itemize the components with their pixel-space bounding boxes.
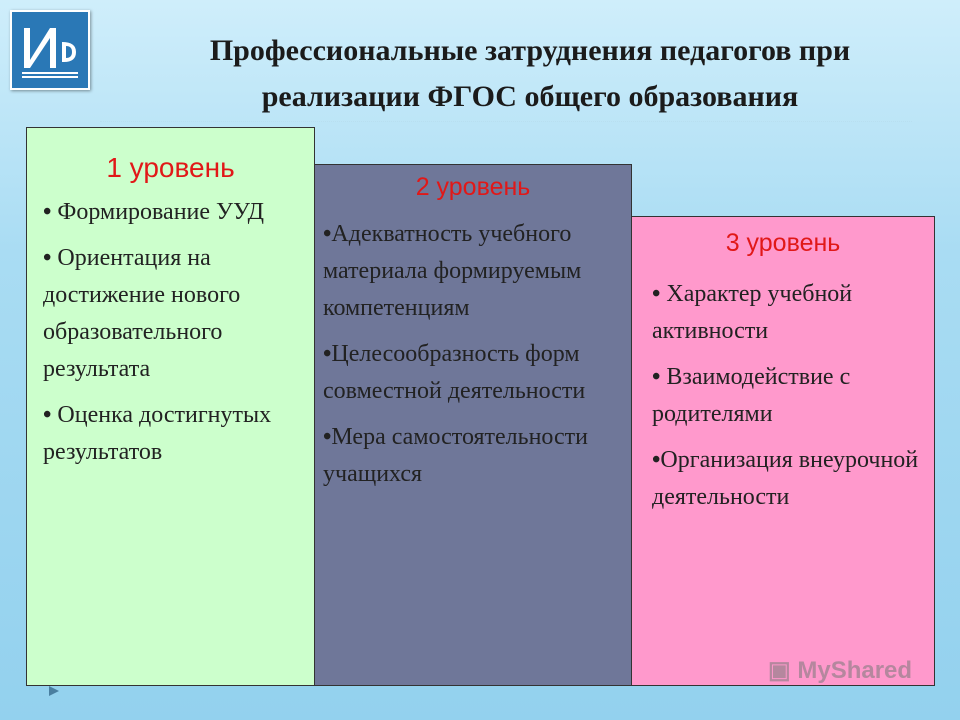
list-item: • Формирование УУД	[43, 199, 264, 225]
level-1-box	[26, 127, 315, 686]
level-1-list	[43, 194, 306, 471]
page-title	[110, 28, 950, 120]
list-item: • Оценка достигнутых результатов	[43, 402, 272, 465]
list-item: •Адекватность учебного материала формируемым компетенциям	[323, 221, 582, 321]
idv-logo-icon	[12, 12, 88, 88]
level-3-list	[652, 276, 924, 516]
watermark-text: MyShared	[797, 657, 913, 684]
title-line-2: реализации ФГОС общего образования	[261, 80, 799, 113]
watermark	[768, 656, 912, 685]
list-item: •Организация внеурочной деятельности	[652, 447, 919, 510]
logo	[10, 10, 90, 90]
list-item: • Характер учебной активности	[652, 281, 853, 344]
list-item: •Мера самостоятельности учащихся	[323, 424, 589, 487]
myshared-logo-icon: ▣	[768, 657, 791, 684]
title-line-1: Профессиональные затруднения педагогов при	[209, 34, 851, 67]
level-2-heading: 2 уровень	[415, 173, 531, 201]
level-2-list	[323, 216, 621, 493]
level-3-heading: 3 уровень	[725, 229, 841, 257]
list-item: • Взаимодействие с родителями	[652, 364, 851, 427]
play-arrow-icon	[49, 686, 59, 696]
level-1-heading: 1 уровень	[106, 152, 235, 183]
list-item: •Целесообразность форм совместной деятельности	[323, 341, 586, 404]
level-3-box	[631, 216, 935, 686]
list-item: • Ориентация на достижение нового образовательного результата	[43, 245, 241, 382]
level-2-box	[314, 164, 632, 686]
title-divider	[100, 121, 912, 122]
